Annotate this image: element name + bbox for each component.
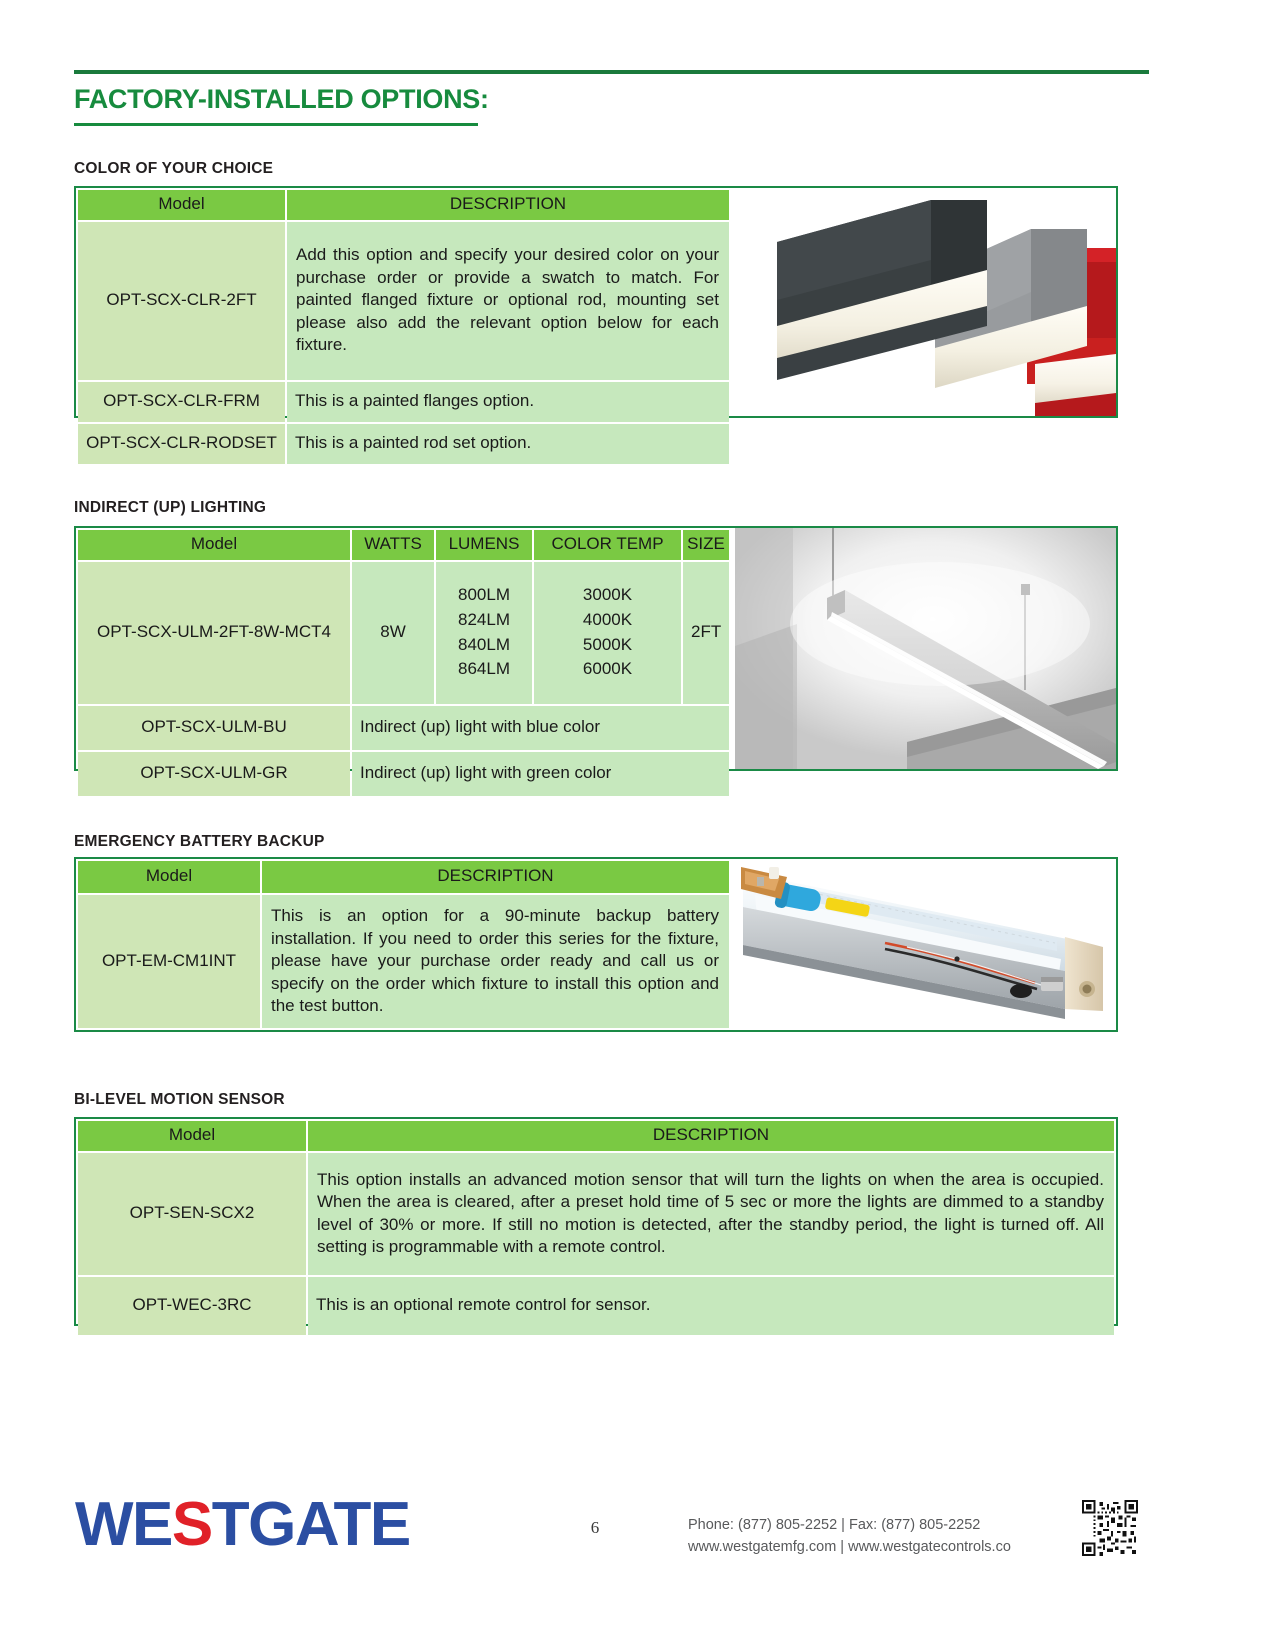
- col-header-model: Model: [78, 190, 285, 220]
- cell-description: This is an optional remote control for sensor.: [308, 1277, 1114, 1335]
- col-header-model: Model: [78, 1121, 306, 1151]
- cell-model: OPT-SCX-ULM-BU: [78, 706, 350, 750]
- cell-description: This option installs an advanced motion sensor that will turn the lights on when the area is occupied. When the area is cleared, after a preset hold time of 5 sec or more the lights are dimmed to a standby level of 30% or more. If still no motion is detected, after the standby period, the light is turned off. All setting is programmable with a remote control.: [308, 1153, 1114, 1275]
- cell-model: OPT-EM-CM1INT: [78, 895, 260, 1028]
- footer-web-line: www.westgatemfg.com | www.westgatecontrols.co: [688, 1539, 1011, 1556]
- table-row: [78, 706, 729, 750]
- table-emergency-battery-backup: [74, 857, 1118, 1032]
- cell-model: OPT-SCX-ULM-GR: [78, 752, 350, 796]
- col-header-description: DESCRIPTION: [262, 861, 729, 893]
- table-row: [78, 382, 729, 422]
- cell-color-temp: [534, 562, 681, 704]
- page-title: FACTORY-INSTALLED OPTIONS:: [74, 84, 489, 114]
- cell-description: Add this option and specify your desired color on your purchase order or provide a swatch to match. For painted flanged fixture or optional rod, mounting set please also add the relevant option below for each fixture.: [287, 222, 729, 380]
- qr-code-icon: [1082, 1500, 1138, 1556]
- table-color-of-your-choice: [74, 186, 1118, 453]
- title-underline: [74, 123, 478, 126]
- product-image-color-fixtures: [735, 188, 1116, 416]
- logo-text-after: TGATE: [211, 1490, 410, 1559]
- logo-text-before: WE: [75, 1490, 172, 1559]
- battery-backup-illustration: [735, 859, 1116, 1030]
- col-header-lumens: LUMENS: [436, 530, 532, 560]
- cell-watts: 8W: [352, 562, 434, 704]
- cell-model: OPT-SCX-CLR-2FT: [78, 222, 285, 380]
- col-header-description: DESCRIPTION: [308, 1121, 1114, 1151]
- lumens-value: 864LM: [458, 659, 510, 679]
- lumens-value: 840LM: [458, 634, 510, 654]
- section-heading-emergency-battery-backup: EMERGENCY BATTERY BACKUP: [74, 833, 325, 850]
- footer-contact: [688, 1514, 1011, 1559]
- footer-phone-line: Phone: (877) 805-2252 | Fax: (877) 805-2252: [688, 1517, 981, 1533]
- color-temp-value: 3000K: [582, 585, 633, 605]
- cell-description: Indirect (up) light with green color: [352, 752, 729, 796]
- cell-model: OPT-WEC-3RC: [78, 1277, 306, 1335]
- lumens-value: 824LM: [458, 609, 510, 629]
- fixtures-illustration: [735, 188, 1116, 416]
- section-heading-color-of-your-choice: COLOR OF YOUR CHOICE: [74, 160, 274, 177]
- product-image-pendant-uplight: [735, 528, 1116, 769]
- cell-model: OPT-SCX-CLR-RODSET: [78, 424, 285, 464]
- col-header-size: SIZE: [683, 530, 729, 560]
- table-row: [78, 895, 729, 1028]
- top-rule: [74, 70, 1149, 74]
- qr-code-graphic: [1082, 1500, 1138, 1556]
- page-number: 6: [590, 1518, 600, 1537]
- section-heading-bi-level-motion-sensor: BI-LEVEL MOTION SENSOR: [74, 1091, 285, 1108]
- cell-model: OPT-SCX-ULM-2FT-8W-MCT4: [78, 562, 350, 704]
- cell-description: Indirect (up) light with blue color: [352, 706, 729, 750]
- cell-model: OPT-SCX-CLR-FRM: [78, 382, 285, 422]
- col-header-model: Model: [78, 861, 260, 893]
- table-row: [78, 1277, 1114, 1335]
- logo-text-accent: S: [171, 1490, 212, 1559]
- westgate-logo: [75, 1490, 410, 1559]
- col-header-description: DESCRIPTION: [287, 190, 729, 220]
- table-bi-level-motion-sensor: [74, 1117, 1118, 1326]
- product-image-battery-backup: [735, 859, 1116, 1030]
- color-temp-value: 4000K: [582, 609, 633, 629]
- cell-description: This is an option for a 90-minute backup battery installation. If you need to order this series for the fixture, please have your purchase order ready and call us or specify on the order which fixture to install this option and the test button.: [262, 895, 729, 1028]
- table-row: [78, 424, 729, 464]
- table-row-spec: [78, 562, 729, 704]
- pendant-illustration: [735, 528, 1116, 769]
- cell-lumens: [436, 562, 532, 704]
- table-row: [78, 752, 729, 796]
- cell-model: OPT-SEN-SCX2: [78, 1153, 306, 1275]
- table-row: [78, 1153, 1114, 1275]
- col-header-watts: WATTS: [352, 530, 434, 560]
- color-temp-value: 6000K: [582, 659, 633, 679]
- table-indirect-up-lighting: [74, 526, 1118, 783]
- col-header-color-temp: COLOR TEMP: [534, 530, 681, 560]
- col-header-model: Model: [78, 530, 350, 560]
- cell-description: This is a painted flanges option.: [287, 382, 729, 422]
- cell-size: 2FT: [683, 562, 729, 704]
- section-heading-indirect-up-lighting: INDIRECT (UP) LIGHTING: [74, 499, 267, 516]
- color-temp-value: 5000K: [582, 634, 633, 654]
- lumens-value: 800LM: [458, 585, 510, 605]
- cell-description: This is a painted rod set option.: [287, 424, 729, 464]
- table-row: [78, 222, 729, 380]
